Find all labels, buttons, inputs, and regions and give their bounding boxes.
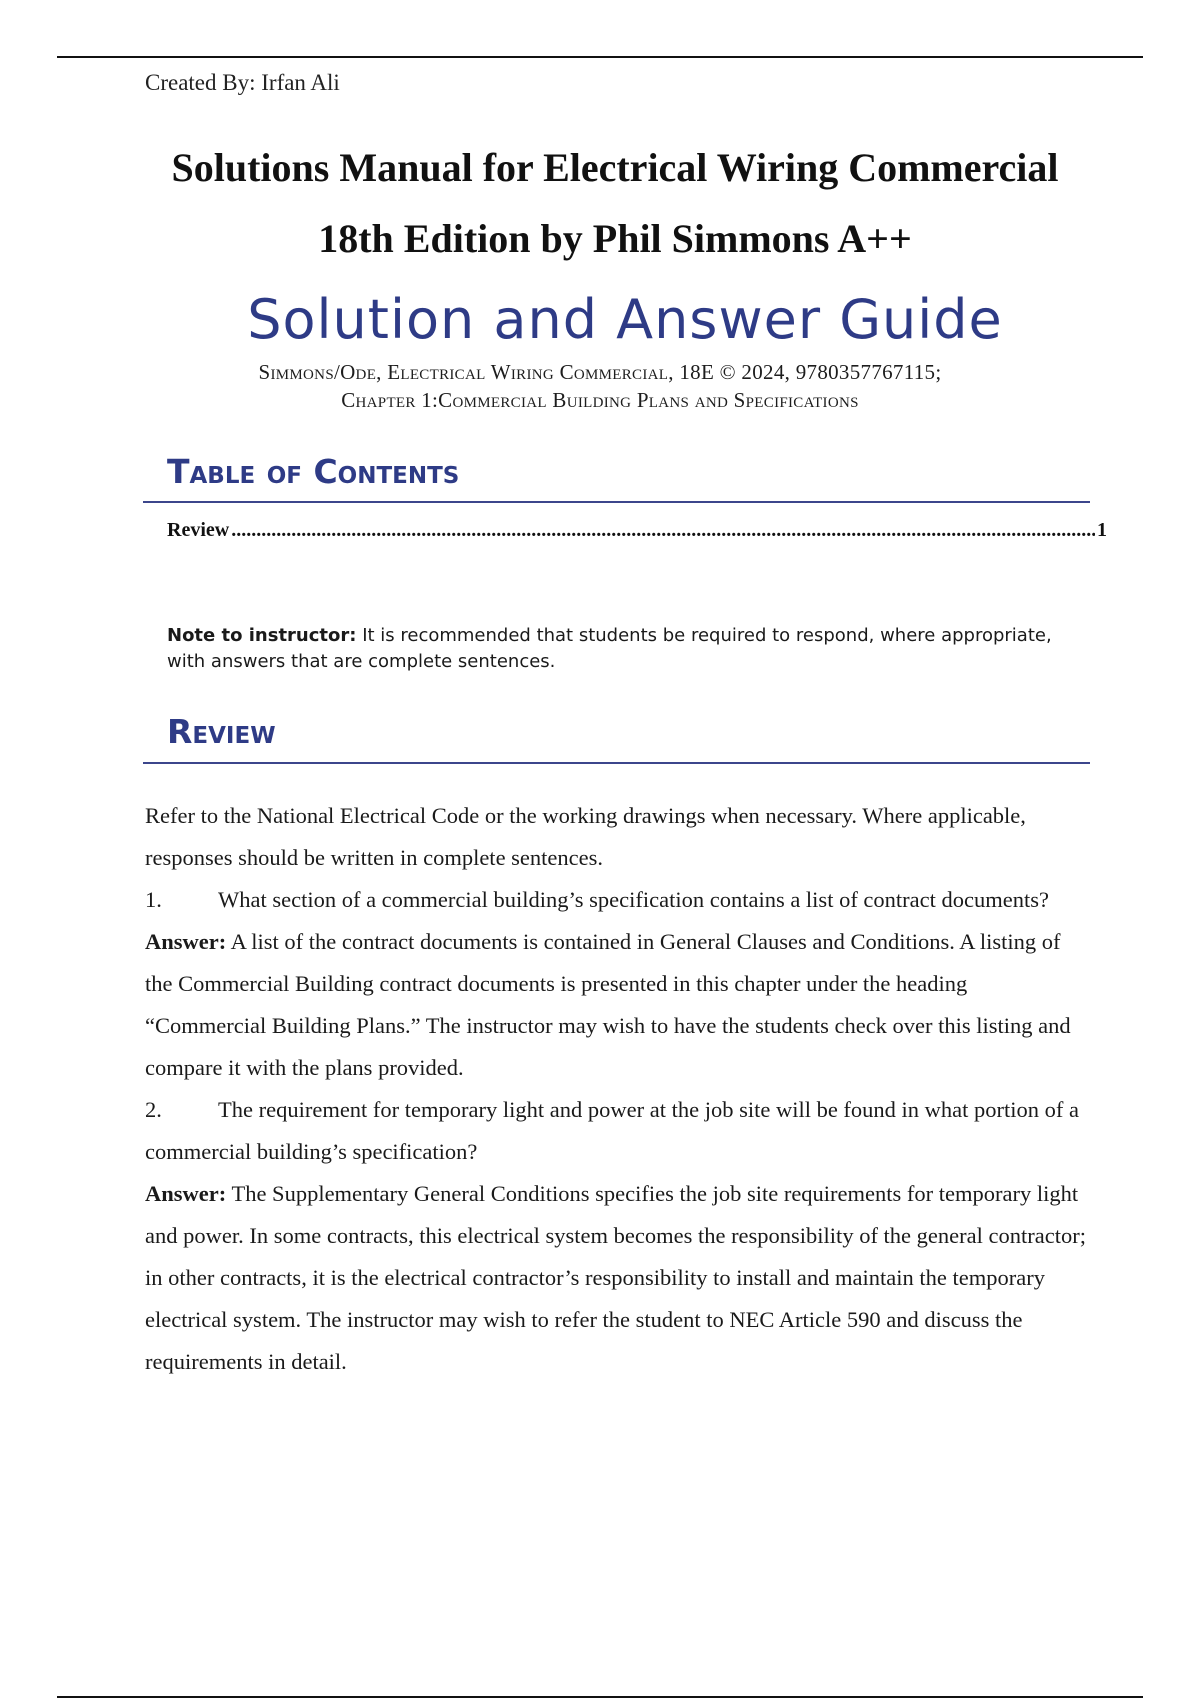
toc-heading-rule (143, 501, 1090, 503)
instructor-note (167, 623, 1067, 675)
answer-label: Answer: (145, 929, 227, 954)
toc-entry-page: 1 (1097, 519, 1107, 541)
guide-subtitle-line-2: Chapter 1:Commercial Building Plans and Specifications (341, 388, 859, 412)
answer-1 (145, 921, 1090, 1089)
answer-text: The Supplementary General Conditions specifies the job site requirements for temporary light and power. In some contracts, this electrical system becomes the responsibility of the general contractor; in other contracts, it is the electrical contractor’s responsibility to install and maintain the temporary electrical system. The instructor may wish to refer the student to NEC Article 590 and discuss the requirements in detail. (145, 1181, 1086, 1374)
question-2 (145, 1089, 1090, 1173)
question-number: 1. (145, 887, 162, 912)
question-text: The requirement for temporary light and power at the job site will be found in what portion of a commercial building’s specification? (145, 1097, 1080, 1164)
guide-title: Solution and Answer Guide (247, 288, 1003, 351)
created-by-label: Created By: Irfan Ali (145, 70, 340, 95)
question-number: 2. (145, 1097, 162, 1122)
document-title-line-1: Solutions Manual for Electrical Wiring Commercial (171, 145, 1059, 190)
question-1 (145, 879, 1090, 921)
toc-heading: Table of Contents (167, 452, 460, 491)
review-intro: Refer to the National Electrical Code or the working drawings when necessary. Where applicable, responses should be written in complete sentences. (145, 803, 1026, 870)
answer-2 (145, 1173, 1090, 1383)
answer-text: A list of the contract documents is contained in General Clauses and Conditions. A listing of the Commercial Building contract documents is presented in this chapter under the heading “Commercial Building Plans.” The instructor may wish to have the students check over this listing and compare it with the plans provided. (145, 929, 1071, 1080)
toc-dot-leader (231, 519, 1095, 542)
document-title-line-2: 18th Edition by Phil Simmons A++ (318, 216, 912, 261)
toc-entry-review[interactable] (167, 519, 1107, 542)
guide-subtitle-line-1: Simmons/Ode, Electrical Wiring Commercial, 18E © 2024, 9780357767115; (258, 360, 942, 384)
question-text: What section of a commercial building’s specification contains a list of contract documents? (218, 887, 1049, 912)
instructor-note-label: Note to instructor: (167, 625, 357, 646)
page-top-rule (57, 56, 1143, 58)
toc-entry-label: Review (167, 519, 230, 541)
page-bottom-rule (57, 1696, 1143, 1698)
answer-label: Answer: (145, 1181, 227, 1206)
instructor-note-text: It is recommended that students be required to respond, where appropriate, with answers that are complete sentences. (167, 625, 1052, 672)
review-heading: Review (167, 712, 276, 751)
review-body (145, 795, 1090, 1383)
review-heading-rule (143, 762, 1090, 764)
